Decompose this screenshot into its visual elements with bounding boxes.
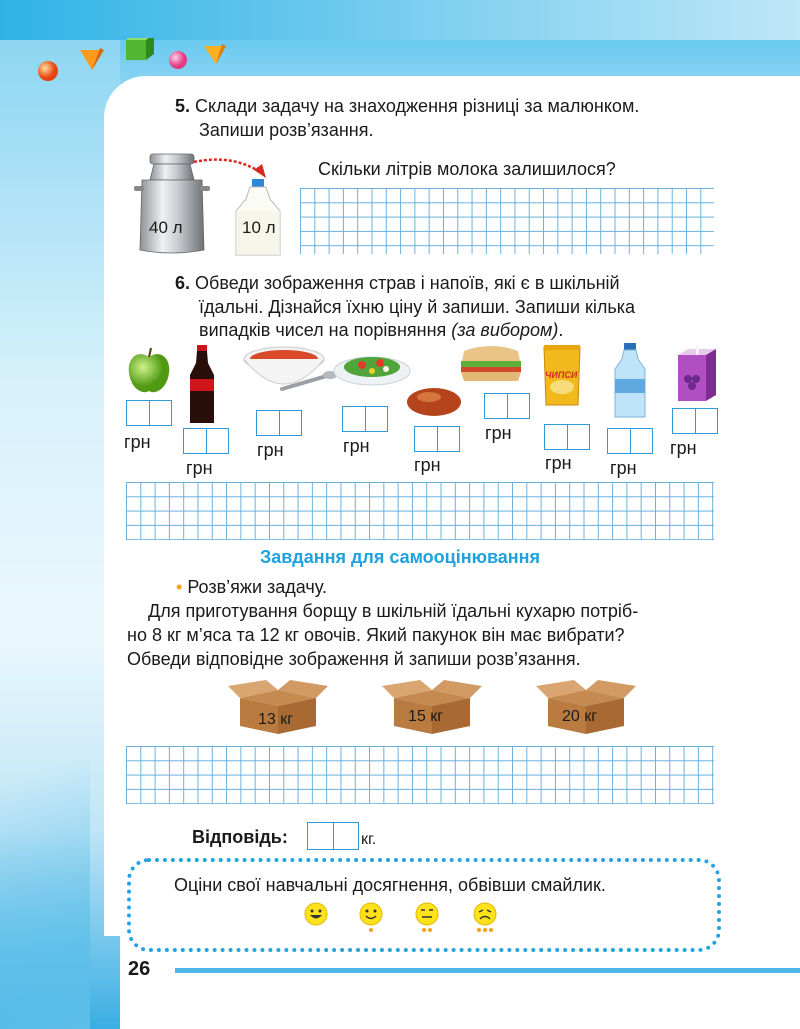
- can-label: 40 л: [149, 218, 183, 237]
- price-box-soup[interactable]: [256, 410, 302, 436]
- task5-line2: Запиши розв’язання.: [199, 120, 374, 140]
- juice-box-icon[interactable]: [672, 345, 718, 403]
- left-corner-gradient: [0, 600, 90, 1029]
- salad-plate-icon[interactable]: [332, 347, 412, 387]
- grn-label-pie: грн: [414, 455, 441, 475]
- bottle-label: 10 л: [242, 218, 276, 237]
- task6-end: .: [558, 320, 564, 340]
- sandwich-icon[interactable]: [458, 343, 524, 383]
- task6-answer-grid[interactable]: [126, 482, 714, 540]
- smiley-neutral-icon[interactable]: [414, 902, 440, 934]
- smiley-happy-icon[interactable]: [303, 902, 329, 928]
- sa-answer-grid[interactable]: [126, 746, 714, 804]
- bullet-icon: •: [176, 577, 183, 597]
- grn-label-soup: грн: [257, 440, 284, 460]
- sa-text-line2: но 8 кг м’яса та 12 кг овочів. Який пакунок він має вибрати?: [127, 625, 625, 645]
- task6-text1: Обведи зображення страв і напоїв, які є в шкільній: [195, 273, 620, 293]
- box-label-15: 15 кг: [408, 708, 444, 725]
- task6-number: 6.: [175, 273, 191, 293]
- task5-question: Скільки літрів молока залишилося?: [318, 159, 616, 179]
- task5-number: 5.: [175, 96, 191, 116]
- smiley-sad-icon[interactable]: [471, 902, 499, 934]
- page-bar: [175, 968, 800, 973]
- grn-label-cola: грн: [186, 458, 213, 478]
- evaluate-text: Оціни свої навчальні досягнення, обвівши смайлик.: [174, 875, 606, 895]
- sa-instruction-text: Розв’яжи задачу.: [187, 577, 327, 597]
- answer-box[interactable]: [307, 822, 359, 850]
- price-box-sandwich[interactable]: [484, 393, 530, 419]
- task5-line1: [175, 95, 639, 118]
- answer-label: Відповідь:: [192, 827, 288, 847]
- price-box-chips[interactable]: [544, 424, 590, 450]
- grn-label-juice: грн: [670, 438, 697, 458]
- page-number: 26: [128, 958, 151, 980]
- price-box-salad[interactable]: [342, 406, 388, 432]
- chips-label: ЧИПСИ: [545, 370, 578, 380]
- top-band: [0, 0, 800, 40]
- self-assessment-title: Завдання для самооцінювання: [259, 547, 541, 567]
- grn-label-apple: грн: [124, 432, 151, 452]
- price-box-cola[interactable]: [183, 428, 229, 454]
- pie-icon[interactable]: [405, 385, 463, 417]
- sa-text-line3: Обведи відповідне зображення й запиши розв’язання.: [127, 649, 581, 669]
- price-box-water[interactable]: [607, 428, 653, 454]
- sa-instruction: [176, 576, 327, 599]
- task5-answer-grid[interactable]: [300, 188, 714, 254]
- soup-bowl-icon[interactable]: [242, 345, 337, 403]
- price-box-pie[interactable]: [414, 426, 460, 452]
- water-bottle-icon[interactable]: [612, 343, 648, 419]
- apple-icon[interactable]: [127, 345, 171, 395]
- task6-line2: їдальні. Дізнайся їхню ціну й запиши. Запиши кілька: [199, 297, 636, 317]
- task6-line3: [199, 319, 563, 342]
- grn-label-water: грн: [610, 458, 637, 478]
- price-box-juice[interactable]: [672, 408, 718, 434]
- grn-label-salad: грн: [343, 436, 370, 456]
- grn-label-sandwich: грн: [485, 423, 512, 443]
- cola-bottle-icon[interactable]: [188, 345, 216, 425]
- box-label-20: 20 кг: [562, 708, 598, 725]
- task6-italic: (за вибором): [451, 320, 559, 340]
- task5-text: Склади задачу на знаходження різниці за малюнком.: [195, 96, 640, 116]
- smiley-smile-icon[interactable]: [358, 902, 384, 934]
- task6-text3: випадків чисел на порівняння: [199, 320, 452, 340]
- grn-label-chips: грн: [545, 453, 572, 473]
- price-box-apple[interactable]: [126, 400, 172, 426]
- answer-unit: кг.: [361, 831, 377, 848]
- sa-text-line1: Для приготування борщу в шкільній їдальні кухарю потріб-: [148, 601, 639, 621]
- task6-line1: [175, 272, 620, 295]
- box-label-13: 13 кг: [258, 711, 294, 728]
